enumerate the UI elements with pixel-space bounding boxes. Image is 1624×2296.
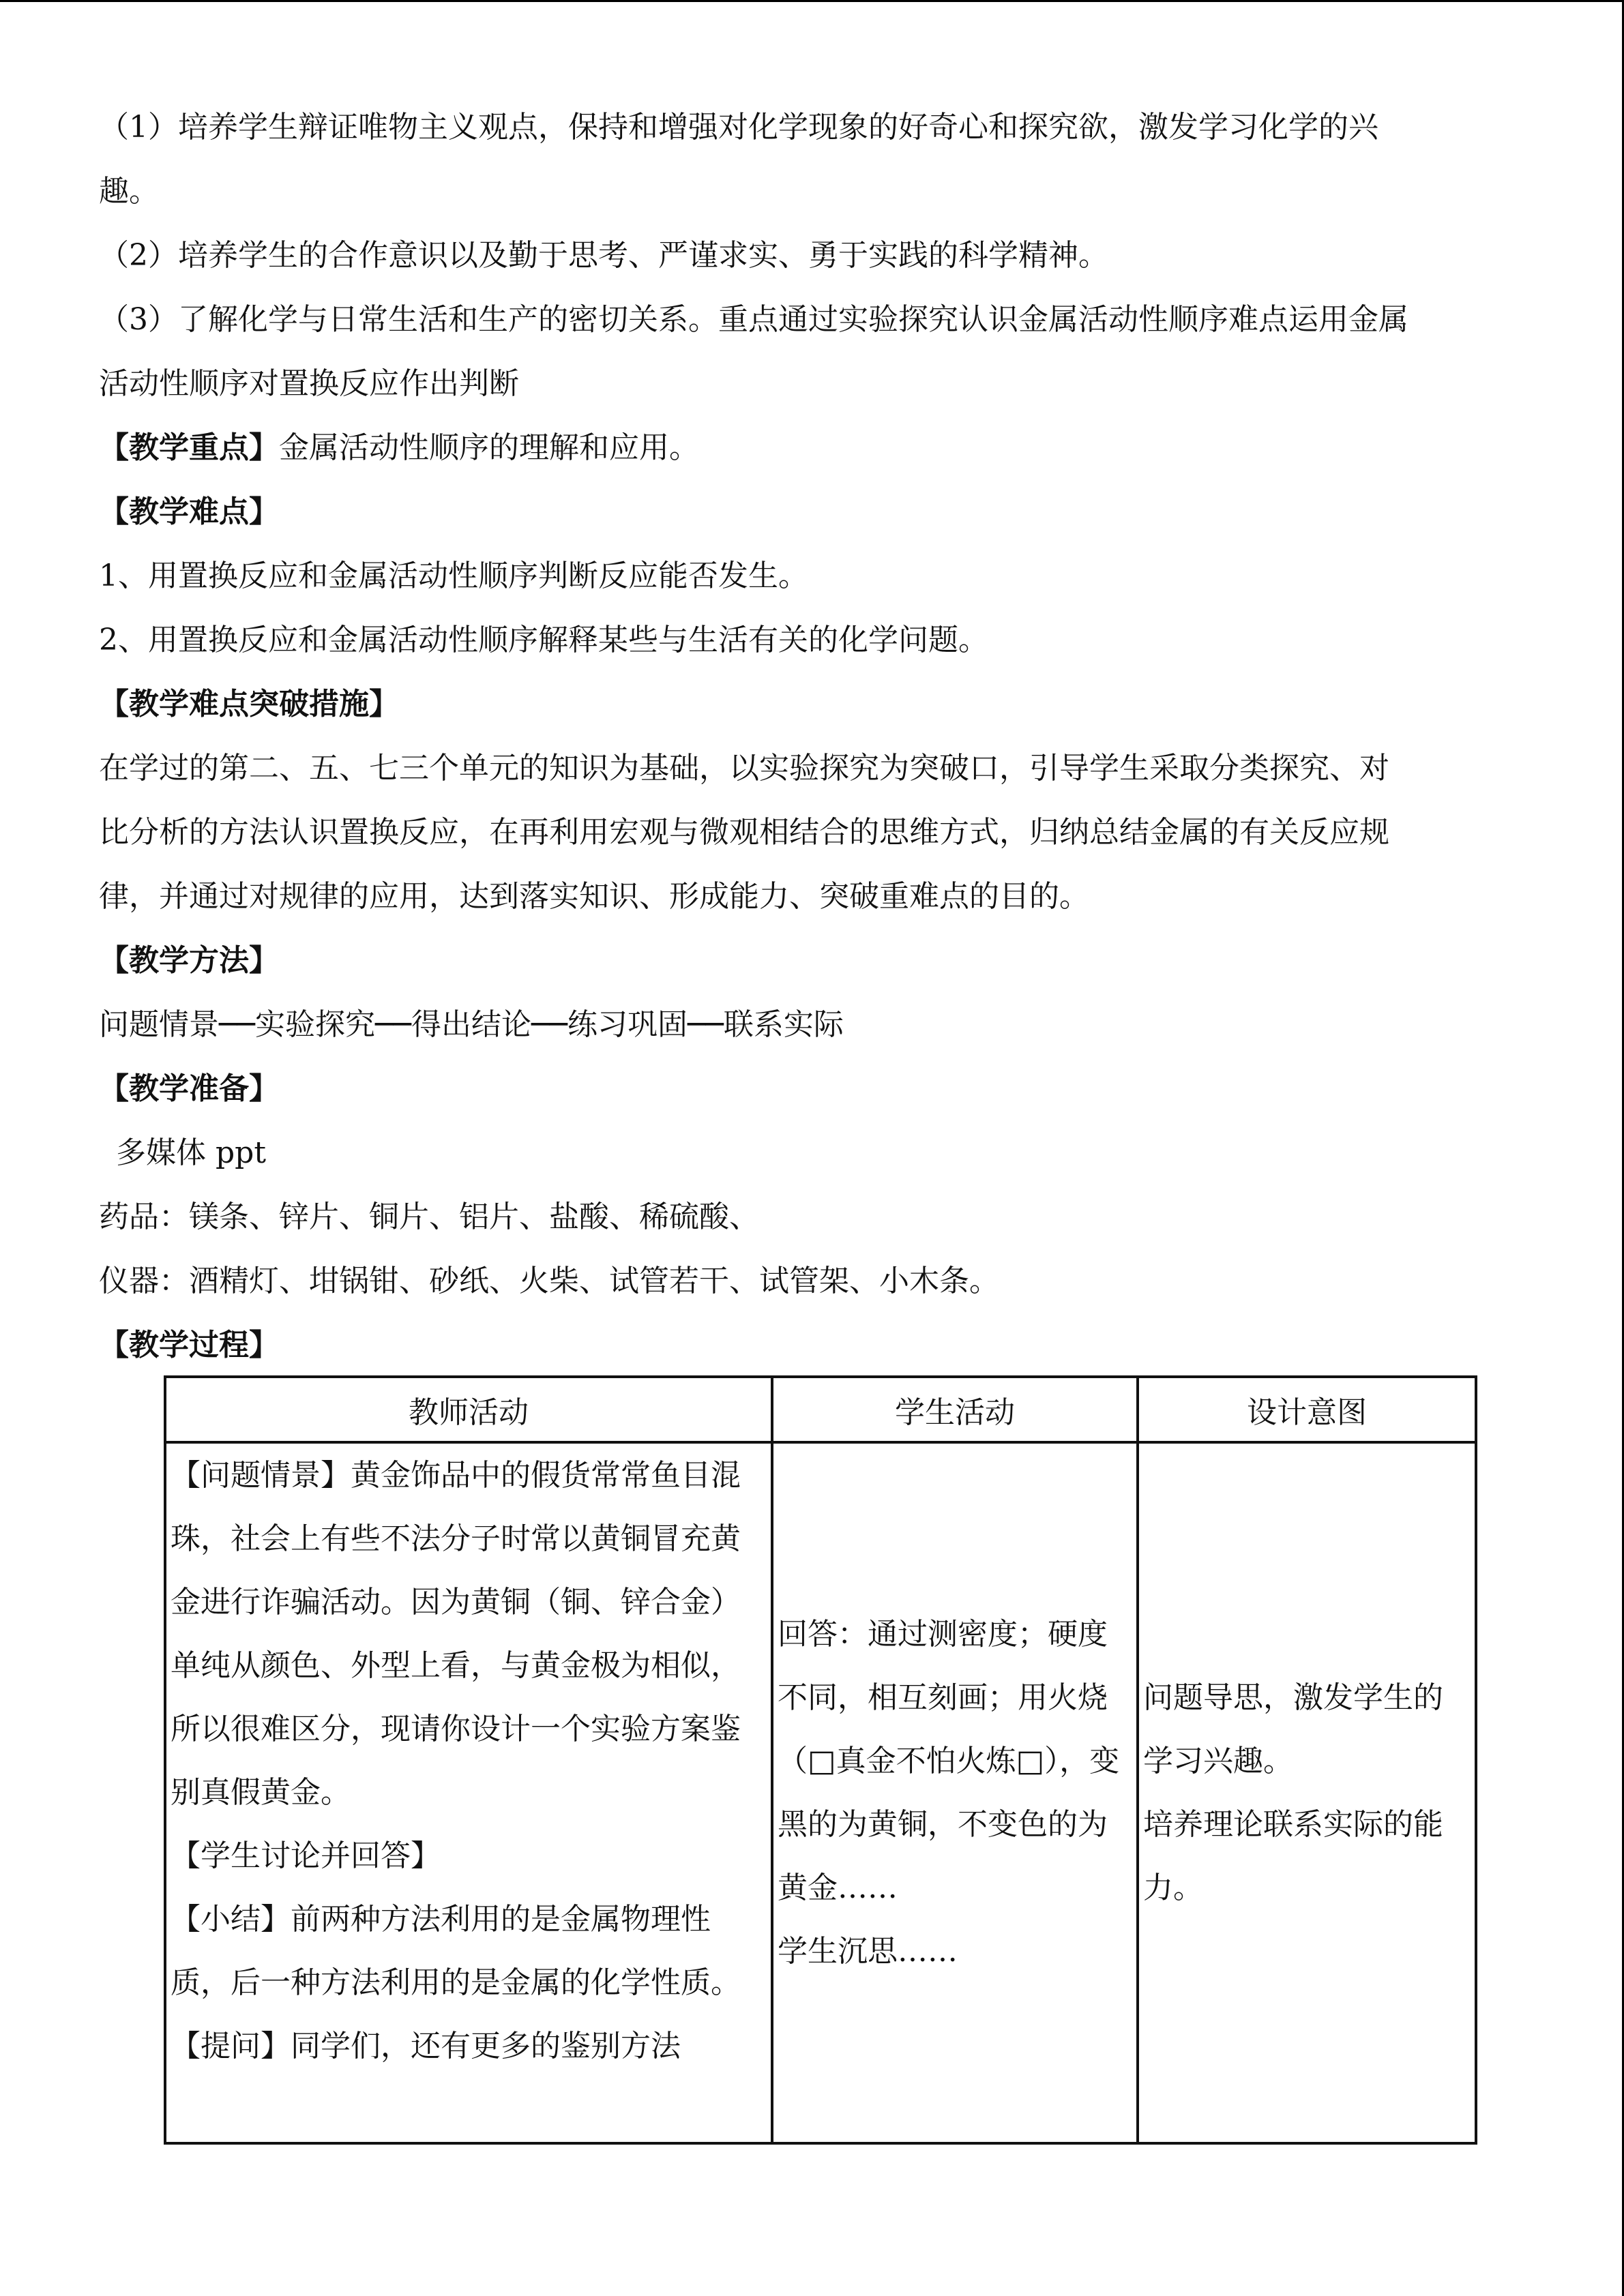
process-heading: 【教学过程】 [99,1328,279,1362]
objective-1-line2: 趣。 [99,174,159,209]
objective-2: （2）培养学生的合作意识以及勤于思考、严谨求实、勇于实践的科学精神。 [99,238,1108,273]
key-point [99,416,1531,480]
difficulty-item-1: 1、用置换反应和金属活动性顺序判断反应能否发生。 [99,558,808,593]
teacher-activity-cell [165,1442,772,2143]
header-student-activity: 学生活动 [772,1377,1138,1442]
intent-ability: 培养理论联系实际的能力。 [1143,1807,1443,1905]
difficulty-heading: 【教学难点】 [99,494,279,529]
teacher-student-discussion: 【学生讨论并回答】 [171,1838,441,1873]
objective-1-line1: （1）培养学生辩证唯物主义观点，保持和增强对化学现象的好奇心和探究欲，激发学习化学的兴 [99,110,1378,145]
header-teacher-activity: 教师活动 [165,1377,772,1442]
breakthrough-line1: 在学过的第二、五、七三个单元的知识为基础，以实验探究为突破口，引导学生采取分类探究、对 [99,751,1389,786]
student-activity-cell [772,1442,1138,2143]
breakthrough-line2: 比分析的方法认识置换反应，在再利用宏观与微观相结合的思维方式，归纳总结金属的有关反应规 [99,815,1389,850]
intent-interest: 问题导思，激发学生的学习兴趣。 [1143,1680,1443,1778]
teacher-problem-scenario: 【问题情景】黄金饰品中的假货常常鱼目混珠，社会上有些不法分子时常以黄铜冒充黄金进行诈骗活动。因为黄铜（铜、锌合金）单纯从颜色、外型上看，与黄金极为相似，所以很难区分，现请你设计一个实验方案鉴别真假黄金。 [171,1458,741,1810]
method-text: 问题情景──实验探究──得出结论──练习巩固──联系实际 [99,1007,844,1042]
document-body [99,95,1531,1377]
table-row [165,1442,1476,2143]
header-design-intent: 设计意图 [1138,1377,1476,1442]
objective-3-line2: 活动性顺序对置换反应作出判断 [99,366,519,401]
page-border-top [0,0,1624,2]
preparation-media: 多媒体 ppt [116,1135,266,1170]
preparation-heading: 【教学准备】 [99,1071,279,1106]
preparation-drugs: 药品：镁条、锌片、铜片、铝片、盐酸、稀硫酸、 [99,1199,759,1234]
design-intent-cell [1138,1442,1476,2143]
key-point-text: 金属活动性顺序的理解和应用。 [279,430,699,465]
student-reflection: 学生沉思…… [778,1934,958,1969]
preparation-instruments: 仪器：酒精灯、坩锅钳、砂纸、火柴、试管若干、试管架、小木条。 [99,1264,999,1298]
difficulty-item-2: 2、用置换反应和金属活动性顺序解释某些与生活有关的化学问题。 [99,623,988,657]
objective-3-line1: （3）了解化学与日常生活和生产的密切关系。重点通过实验探究认识金属活动性顺序难点运用金属 [99,302,1408,337]
student-answer: 回答：通过测密度；硬度不同，相互刻画；用火烧（□真金不怕火炼□），变黑的为黄铜，不变色的为黄金…… [778,1617,1120,1905]
teaching-process-table [164,1375,1477,2145]
teacher-question: 【提问】同学们，还有更多的鉴别方法 [171,2029,681,2063]
teacher-summary: 【小结】前两种方法利用的是金属物理性质，后一种方法利用的是金属的化学性质。 [171,1902,741,2000]
breakthrough-line3: 律，并通过对规律的应用，达到落实知识、形成能力、突破重难点的目的。 [99,879,1089,914]
breakthrough-heading: 【教学难点突破措施】 [99,687,399,721]
method-heading: 【教学方法】 [99,943,279,978]
table-header-row [165,1377,1476,1442]
key-point-heading: 【教学重点】 [99,430,279,465]
